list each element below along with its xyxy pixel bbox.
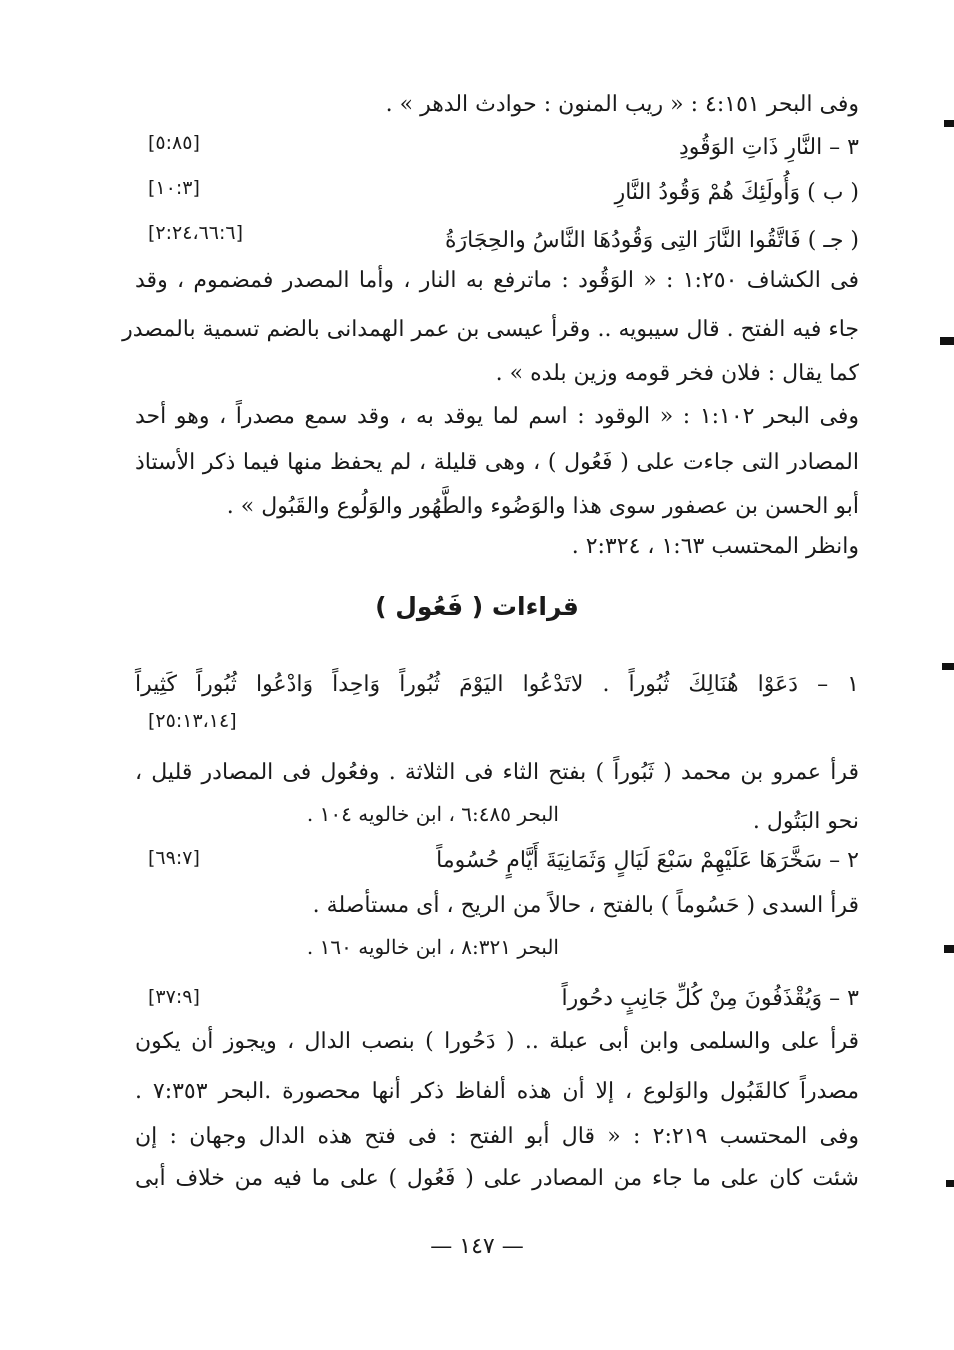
page-number: — ١٤٧ — <box>430 1234 524 1259</box>
text-line: جاء فيه الفتح . قال سيبويه .. وقرأ عيسى بن عمر الهمدانى بالضم تسمية بالمصدر <box>122 317 859 342</box>
verse-reference: [٣٧:٩] <box>148 986 200 1008</box>
quran-verse: ( جـ ) فَاتَّقُوا النَّارَ التِى وَقُودُهَا النَّاسُ والحِجَارَةُ <box>445 228 859 253</box>
text-line: قرأ السدى ( حَسُوماً ) بالفتح ، حالاً من الريح ، أى مستأصلة . <box>312 893 859 918</box>
section-heading: قراءات ( فَعُول ) <box>375 592 579 621</box>
text-line: المصادر التى جاءت على ( فَعُول ) ، وهى قليلة ، لم يحفظ منها فيما ذكر الأستاذ <box>135 450 859 475</box>
quran-verse: ٣ – النَّارِ ذَاتِ الوَقُودِ <box>678 135 859 160</box>
margin-mark <box>946 1180 954 1187</box>
margin-mark <box>944 945 954 953</box>
quran-verse: ( ب ) وَأُولَئِكَ هُمْ وَقُودُ النَّارِ <box>614 180 859 205</box>
text-line: نحو البَتُول . <box>752 809 859 834</box>
text-line: وانظر المحتسب ١:٦٣ ، ٢:٣٢٤ . <box>571 534 859 559</box>
text-line: شئت كان على ما جاء من المصادر على ( فَعُول ) على ما فيه من خلاف أبى <box>135 1166 859 1191</box>
margin-mark <box>944 120 954 127</box>
verse-reference: [٢٥:١٣،١٤] <box>148 710 237 732</box>
verse-reference: [١٠:٣] <box>148 177 200 199</box>
margin-mark <box>942 663 954 670</box>
text-line: كما يقال : فلان فخر قومه وزين بلده » . <box>495 361 859 386</box>
margin-mark <box>940 337 954 345</box>
text-line: وفى البحر ١:١٠٢ : « الوقود : اسم لما يوقد به ، وقد سمع مصدراً ، وهو أحد <box>135 404 859 429</box>
text-line: قرأ عمرو بن محمد ( ثَبُوراً ) بفتح الثاء فى الثلاثة . وفعُول فى المصادر قليل ، <box>135 760 859 785</box>
text-line: أبو الحسن بن عصفور سوى هذا والوَضُوء والطَّهُور والوَلُوع والقَبُول » . <box>226 494 859 519</box>
verse-reference: [٦٩:٧] <box>148 847 200 869</box>
text-line: وفى البحر ٤:١٥١ : « ريب المنون : حوادث الدهر » . <box>385 92 859 117</box>
quran-verse: ١ – دَعَوْا هُنَالِكَ ثُبُوراً . لاتَدْعُوا اليَوْمَ ثُبُوراً وَاحِداً وَادْعُوا ثُبُوراً كَثِيراً <box>135 672 859 697</box>
text-line: قرأ على والسلمى وابن أبى عبلة .. ( دَحُورا ) بنصب الدال ، ويجوز أن يكون <box>135 1029 859 1054</box>
verse-reference: [٢:٢٤،٦٦:٦] <box>148 222 244 244</box>
text-line: وفى المحتسب ٢:٢١٩ : « قال أبو الفتح : فى فتح هذه الدال وجهان : إن <box>135 1124 859 1149</box>
quran-verse: ٣ – وَيُقْذَفُونَ مِنْ كُلِّ جَانِبٍ دحُوراً <box>561 986 859 1011</box>
verse-reference: [٥:٨٥] <box>148 132 200 154</box>
text-line: فى الكشاف ١:٢٥٠ : « الوَقُود : ماترفع به النار ، وأما المصدر فمضموم ، وقد <box>135 268 859 293</box>
quran-verse: ٢ – سَخَّرَهَا عَلَيْهِمْ سَبْعَ لَيَالٍ وَثَمَانِيَةَ أَيَّامٍ حُسُوماً <box>436 848 859 873</box>
source-citation: البحر ٨:٣٢١ ، ابن خالويه ١٦٠ . <box>306 935 559 959</box>
text-line: مصدراً كالقَبُول والوَلوع ، إلا أن هذه ألفاظ ذكر أنها محصورة .البحر ٧:٣٥٣ . <box>135 1079 859 1104</box>
source-citation: البحر ٦:٤٨٥ ، ابن خالويه ١٠٤ . <box>306 802 559 826</box>
